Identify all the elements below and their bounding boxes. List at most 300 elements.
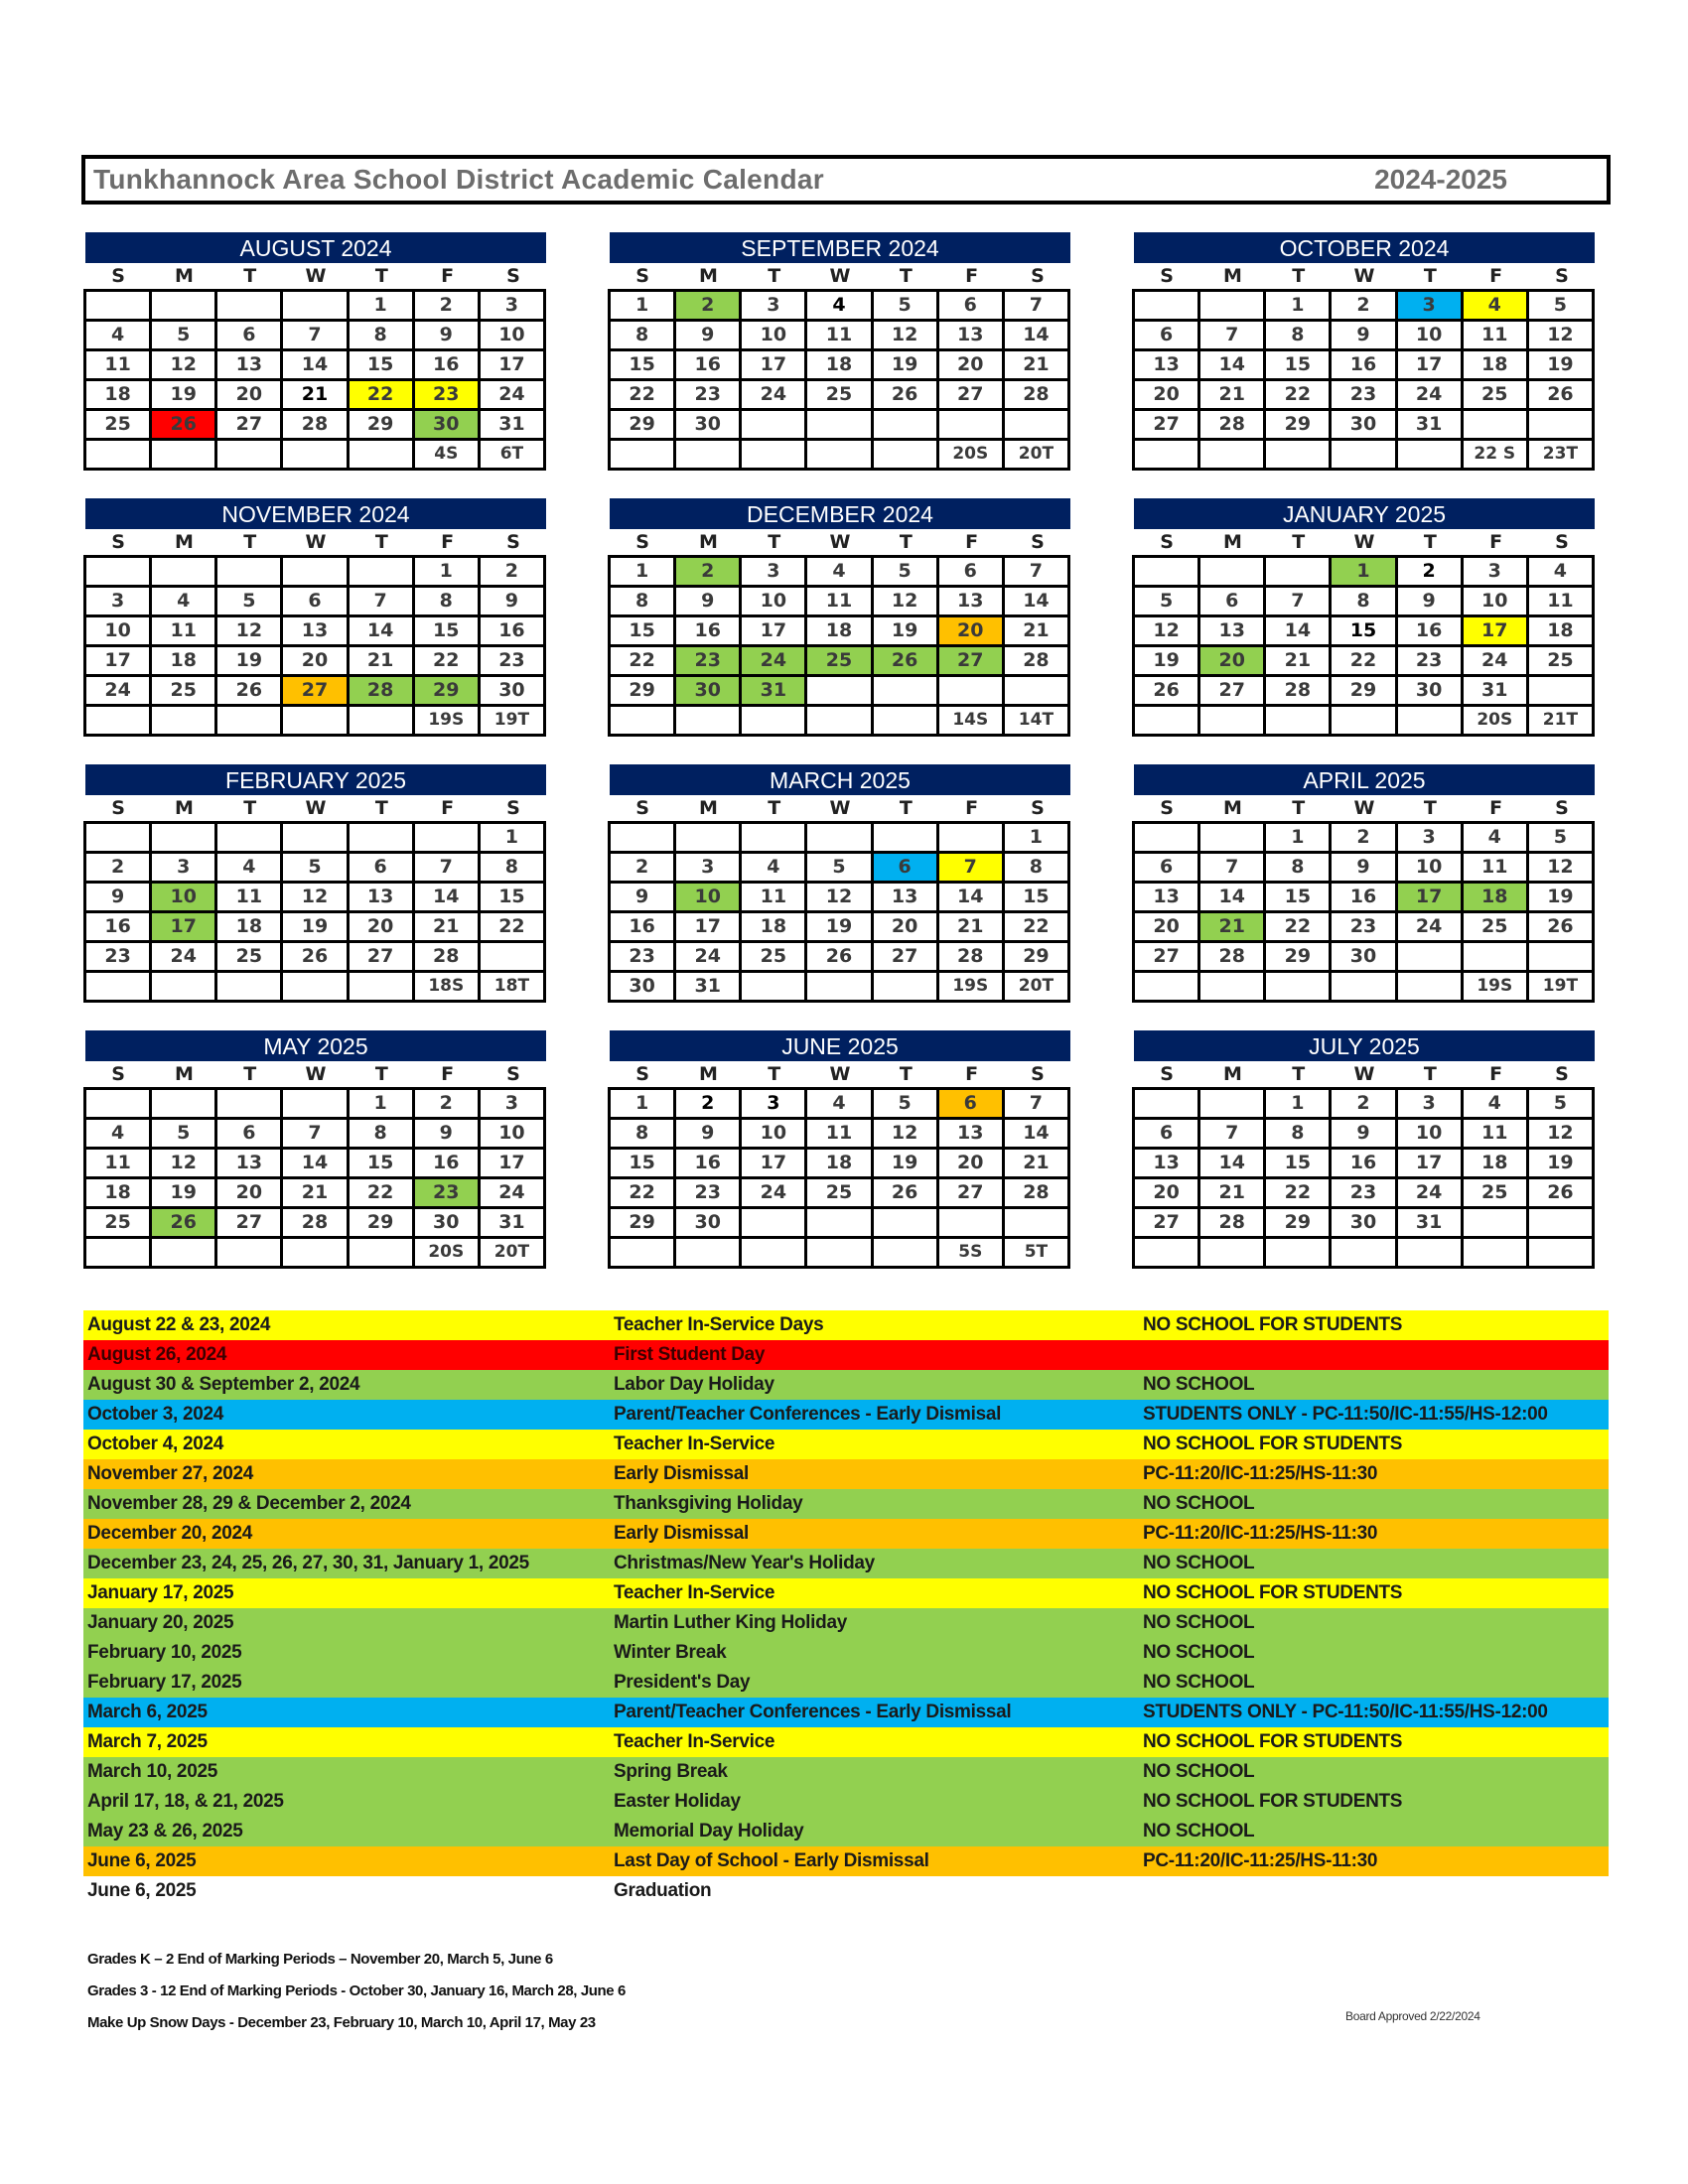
event-date: March 6, 2025 [87, 1702, 208, 1722]
month-calendar [1132, 232, 1595, 471]
weekday-header-row [610, 795, 1070, 821]
weekday-label: M [1222, 1063, 1242, 1085]
day-cell: 16 [415, 1150, 481, 1179]
day-cell: 23 [676, 647, 742, 677]
weekday-label: S [1160, 531, 1174, 553]
empty-cell [350, 824, 415, 854]
day-cell: 17 [481, 351, 546, 381]
day-cell: 14 [1005, 322, 1070, 351]
event-date: October 3, 2024 [87, 1404, 224, 1425]
day-cell: 4 [1464, 1090, 1529, 1120]
day-cell: 7 [1266, 588, 1332, 617]
day-grid [608, 821, 1070, 1003]
event-description: Graduation [614, 1880, 712, 1901]
day-cell: 18 [1529, 617, 1595, 647]
day-cell: 5 [807, 854, 873, 884]
day-cell: 5 [152, 322, 217, 351]
day-cell: 1 [350, 292, 415, 322]
day-cell: 25 [807, 647, 873, 677]
day-cell: 28 [1005, 647, 1070, 677]
day-cell: 9 [1398, 588, 1464, 617]
day-cell: 22 [1005, 913, 1070, 943]
empty-cell [152, 824, 217, 854]
day-cell: 9 [86, 884, 152, 913]
weekday-label: T [768, 531, 781, 553]
empty-cell [217, 707, 283, 737]
weekday-label: T [374, 265, 388, 287]
weekday-header-row [1134, 263, 1595, 289]
day-cell: 12 [874, 1120, 939, 1150]
day-cell: 10 [742, 588, 807, 617]
weekday-label: M [174, 531, 194, 553]
empty-cell [283, 1239, 349, 1269]
event-description: President's Day [614, 1672, 751, 1693]
event-note: NO SCHOOL FOR STUDENTS [1143, 1433, 1403, 1454]
event-row [83, 1876, 1609, 1906]
day-cell: 15 [1266, 1150, 1332, 1179]
day-cell: 27 [350, 943, 415, 973]
month-header: AUGUST 2024 [85, 232, 546, 263]
day-count-cell: 20S [939, 441, 1005, 471]
day-cell: 11 [152, 617, 217, 647]
day-cell: 3 [1398, 1090, 1464, 1120]
empty-cell [874, 824, 939, 854]
empty-cell [742, 1239, 807, 1269]
day-cell: 10 [1464, 588, 1529, 617]
empty-cell [1135, 441, 1200, 471]
day-cell: 30 [676, 677, 742, 707]
weekday-label: S [506, 1063, 520, 1085]
day-cell: 17 [1398, 1150, 1464, 1179]
event-note: NO SCHOOL [1143, 1642, 1255, 1663]
day-cell: 31 [481, 1209, 546, 1239]
day-cell: 8 [350, 1120, 415, 1150]
day-cell: 8 [1266, 1120, 1332, 1150]
day-cell: 18 [86, 1179, 152, 1209]
weekday-header-row [1134, 795, 1595, 821]
weekday-label: W [305, 1063, 327, 1085]
day-cell: 29 [1266, 411, 1332, 441]
event-date: January 20, 2025 [87, 1612, 234, 1633]
event-description: First Student Day [614, 1344, 766, 1365]
month-header: JULY 2025 [1134, 1030, 1595, 1061]
day-cell: 11 [1464, 1120, 1529, 1150]
day-cell: 27 [283, 677, 349, 707]
day-cell: 6 [939, 558, 1005, 588]
day-cell: 23 [415, 1179, 481, 1209]
empty-cell [939, 411, 1005, 441]
empty-cell [350, 707, 415, 737]
day-cell: 6 [283, 588, 349, 617]
empty-cell [1266, 973, 1332, 1003]
day-cell: 28 [939, 943, 1005, 973]
day-cell: 3 [676, 854, 742, 884]
day-cell: 4 [86, 1120, 152, 1150]
day-cell: 21 [350, 647, 415, 677]
day-cell: 18 [1464, 1150, 1529, 1179]
day-cell: 14 [283, 351, 349, 381]
weekday-header-row [1134, 529, 1595, 555]
event-description: Parent/Teacher Conferences - Early Dismisal [614, 1404, 1002, 1425]
day-cell: 7 [1005, 1090, 1070, 1120]
empty-cell [874, 707, 939, 737]
empty-cell [350, 1239, 415, 1269]
weekday-label: S [635, 531, 649, 553]
day-cell: 17 [1398, 351, 1464, 381]
weekday-label: W [305, 265, 327, 287]
day-cell: 28 [350, 677, 415, 707]
weekday-label: T [1423, 797, 1437, 819]
day-cell: 10 [152, 884, 217, 913]
weekday-label: S [1555, 1063, 1569, 1085]
month-header: NOVEMBER 2024 [85, 498, 546, 529]
weekday-label: W [305, 531, 327, 553]
day-cell: 23 [481, 647, 546, 677]
day-grid [83, 1087, 546, 1269]
day-cell: 7 [350, 588, 415, 617]
month-header: JUNE 2025 [610, 1030, 1070, 1061]
day-count-cell: 21T [1529, 707, 1595, 737]
weekday-label: T [1423, 265, 1437, 287]
month-calendar [608, 232, 1070, 471]
event-description: Thanksgiving Holiday [614, 1493, 803, 1514]
day-cell: 5 [217, 588, 283, 617]
empty-cell [1464, 1239, 1529, 1269]
event-row [83, 1578, 1609, 1608]
day-cell: 3 [742, 1090, 807, 1120]
weekday-label: M [698, 1063, 718, 1085]
empty-cell [350, 441, 415, 471]
day-cell: 13 [1135, 1150, 1200, 1179]
day-cell: 23 [611, 943, 676, 973]
day-cell: 21 [1200, 1179, 1266, 1209]
day-cell: 27 [1135, 411, 1200, 441]
day-cell: 30 [415, 1209, 481, 1239]
day-cell: 8 [1266, 854, 1332, 884]
day-cell: 1 [1266, 1090, 1332, 1120]
day-cell: 28 [1005, 1179, 1070, 1209]
empty-cell [1135, 707, 1200, 737]
day-cell: 21 [415, 913, 481, 943]
day-cell: 6 [874, 854, 939, 884]
day-cell: 29 [350, 1209, 415, 1239]
day-cell: 17 [742, 617, 807, 647]
day-cell: 20 [1135, 381, 1200, 411]
empty-cell [1464, 1209, 1529, 1239]
day-cell: 12 [1529, 1120, 1595, 1150]
empty-cell [1529, 677, 1595, 707]
event-date: August 30 & September 2, 2024 [87, 1374, 360, 1395]
empty-cell [1135, 1090, 1200, 1120]
day-cell: 3 [86, 588, 152, 617]
empty-cell [611, 707, 676, 737]
day-cell: 22 [1266, 913, 1332, 943]
empty-cell [1398, 943, 1464, 973]
day-cell: 8 [1266, 322, 1332, 351]
event-row [83, 1668, 1609, 1698]
empty-cell [217, 558, 283, 588]
day-cell: 23 [1332, 381, 1397, 411]
month-header: FEBRUARY 2025 [85, 764, 546, 795]
weekday-label: M [174, 1063, 194, 1085]
empty-cell [283, 558, 349, 588]
empty-cell [152, 973, 217, 1003]
day-cell: 24 [1398, 1179, 1464, 1209]
day-cell: 28 [283, 411, 349, 441]
empty-cell [1200, 1090, 1266, 1120]
day-cell: 10 [742, 1120, 807, 1150]
day-cell: 26 [1135, 677, 1200, 707]
day-grid [608, 1087, 1070, 1269]
empty-cell [283, 292, 349, 322]
event-date: March 7, 2025 [87, 1731, 208, 1752]
day-cell: 20 [1135, 1179, 1200, 1209]
day-cell: 16 [1332, 351, 1397, 381]
day-cell: 10 [86, 617, 152, 647]
day-cell: 30 [611, 973, 676, 1003]
empty-cell [152, 1090, 217, 1120]
day-cell: 1 [1266, 292, 1332, 322]
empty-cell [1398, 973, 1464, 1003]
day-cell: 17 [742, 351, 807, 381]
day-cell: 17 [1398, 884, 1464, 913]
event-note: NO SCHOOL [1143, 1761, 1255, 1782]
day-cell: 19 [1529, 1150, 1595, 1179]
day-cell: 15 [350, 351, 415, 381]
day-cell: 30 [1332, 411, 1397, 441]
day-cell: 6 [1200, 588, 1266, 617]
day-cell: 15 [611, 1150, 676, 1179]
weekday-label: T [899, 265, 913, 287]
weekday-label: T [374, 1063, 388, 1085]
day-cell: 20 [874, 913, 939, 943]
day-count-cell: 6T [481, 441, 546, 471]
day-cell: 5 [1135, 588, 1200, 617]
weekday-label: M [174, 797, 194, 819]
weekday-label: F [441, 797, 455, 819]
day-cell: 27 [217, 411, 283, 441]
empty-cell [1332, 441, 1397, 471]
weekday-label: F [1489, 1063, 1503, 1085]
empty-cell [86, 824, 152, 854]
day-cell: 8 [481, 854, 546, 884]
day-cell: 29 [611, 1209, 676, 1239]
day-cell: 14 [1200, 884, 1266, 913]
day-cell: 24 [742, 381, 807, 411]
day-cell: 19 [807, 913, 873, 943]
event-row [83, 1757, 1609, 1787]
day-cell: 26 [217, 677, 283, 707]
day-cell: 7 [1005, 558, 1070, 588]
day-cell: 23 [1398, 647, 1464, 677]
day-cell: 5 [1529, 824, 1595, 854]
weekday-label: F [441, 1063, 455, 1085]
day-cell: 7 [283, 1120, 349, 1150]
empty-cell [1200, 707, 1266, 737]
day-cell: 16 [86, 913, 152, 943]
day-cell: 22 [481, 913, 546, 943]
day-cell: 21 [1005, 351, 1070, 381]
day-cell: 19 [874, 617, 939, 647]
day-cell: 5 [874, 292, 939, 322]
weekday-label: S [111, 265, 125, 287]
day-cell: 18 [807, 351, 873, 381]
day-cell: 9 [676, 322, 742, 351]
event-description: Labor Day Holiday [614, 1374, 774, 1395]
day-cell: 16 [1332, 1150, 1397, 1179]
day-cell: 4 [742, 854, 807, 884]
empty-cell [807, 1239, 873, 1269]
day-cell: 9 [1332, 322, 1397, 351]
weekday-label: S [1160, 797, 1174, 819]
day-cell: 14 [283, 1150, 349, 1179]
day-count-cell: 5T [1005, 1239, 1070, 1269]
day-grid [1132, 555, 1595, 737]
empty-cell [1200, 441, 1266, 471]
day-cell: 8 [611, 322, 676, 351]
weekday-header-row [1134, 1061, 1595, 1087]
day-cell: 15 [1266, 884, 1332, 913]
day-grid [1132, 1087, 1595, 1269]
event-date: December 23, 24, 25, 26, 27, 30, 31, January 1, 2025 [87, 1553, 529, 1573]
day-grid [1132, 821, 1595, 1003]
day-count-cell: 14T [1005, 707, 1070, 737]
day-cell: 21 [1200, 913, 1266, 943]
day-cell: 28 [1200, 943, 1266, 973]
event-note: NO SCHOOL FOR STUDENTS [1143, 1731, 1403, 1752]
event-note: NO SCHOOL [1143, 1612, 1255, 1633]
empty-cell [1135, 1239, 1200, 1269]
day-cell: 19 [152, 381, 217, 411]
day-cell: 12 [807, 884, 873, 913]
day-cell: 25 [86, 411, 152, 441]
notes-section [87, 1944, 1607, 2039]
empty-cell [415, 824, 481, 854]
event-row [83, 1459, 1609, 1489]
day-cell: 27 [1135, 943, 1200, 973]
day-cell: 29 [1005, 943, 1070, 973]
day-cell: 30 [481, 677, 546, 707]
day-cell: 1 [481, 824, 546, 854]
empty-cell [1200, 292, 1266, 322]
event-description: Christmas/New Year's Holiday [614, 1553, 875, 1573]
empty-cell [152, 558, 217, 588]
day-cell: 28 [1266, 677, 1332, 707]
empty-cell [611, 1239, 676, 1269]
weekday-label: T [1423, 1063, 1437, 1085]
day-cell: 4 [1464, 824, 1529, 854]
empty-cell [1200, 1239, 1266, 1269]
empty-cell [1266, 558, 1332, 588]
day-cell: 26 [874, 381, 939, 411]
empty-cell [676, 824, 742, 854]
weekday-label: W [1353, 1063, 1375, 1085]
event-note: STUDENTS ONLY - PC-11:50/IC-11:55/HS-12:00 [1143, 1404, 1548, 1425]
day-cell: 2 [1332, 824, 1397, 854]
event-date: January 17, 2025 [87, 1582, 234, 1603]
day-cell: 21 [283, 381, 349, 411]
day-cell: 10 [676, 884, 742, 913]
day-cell: 10 [1398, 1120, 1464, 1150]
day-cell: 9 [481, 588, 546, 617]
weekday-label: F [965, 1063, 979, 1085]
empty-cell [742, 411, 807, 441]
weekday-label: M [174, 265, 194, 287]
day-cell: 31 [1398, 411, 1464, 441]
day-cell: 2 [1332, 292, 1397, 322]
weekday-label: T [243, 1063, 257, 1085]
weekday-label: S [1555, 531, 1569, 553]
day-cell: 15 [1266, 351, 1332, 381]
day-cell: 15 [1332, 617, 1397, 647]
day-cell: 11 [742, 884, 807, 913]
day-cell: 12 [874, 322, 939, 351]
empty-cell [1398, 1239, 1464, 1269]
day-cell: 22 [1266, 1179, 1332, 1209]
board-approved-date: Board Approved 2/22/2024 [1345, 2009, 1480, 2023]
day-cell: 13 [1135, 351, 1200, 381]
day-cell: 23 [1332, 1179, 1397, 1209]
day-cell: 27 [939, 1179, 1005, 1209]
weekday-header-row [610, 529, 1070, 555]
event-row [83, 1608, 1609, 1638]
empty-cell [807, 411, 873, 441]
day-cell: 25 [152, 677, 217, 707]
day-cell: 24 [481, 381, 546, 411]
empty-cell [742, 441, 807, 471]
day-cell: 30 [1332, 1209, 1397, 1239]
empty-cell [742, 824, 807, 854]
day-cell: 25 [742, 943, 807, 973]
day-cell: 19 [874, 1150, 939, 1179]
day-count-cell: 22 S [1464, 441, 1529, 471]
day-cell: 21 [1005, 1150, 1070, 1179]
empty-cell [1266, 1239, 1332, 1269]
empty-cell [874, 1209, 939, 1239]
day-grid [608, 555, 1070, 737]
day-cell: 7 [1200, 1120, 1266, 1150]
day-cell: 18 [152, 647, 217, 677]
weekday-label: F [1489, 797, 1503, 819]
event-legend-table [83, 1310, 1609, 1906]
empty-cell [86, 707, 152, 737]
day-cell: 7 [415, 854, 481, 884]
event-note: PC-11:20/IC-11:25/HS-11:30 [1143, 1850, 1378, 1871]
day-cell: 26 [283, 943, 349, 973]
weekday-label: S [1031, 531, 1045, 553]
day-cell: 4 [807, 558, 873, 588]
day-cell: 5 [1529, 1090, 1595, 1120]
day-cell: 6 [217, 322, 283, 351]
empty-cell [283, 1090, 349, 1120]
month-calendar [1132, 764, 1595, 1003]
day-cell: 17 [86, 647, 152, 677]
day-cell: 23 [415, 381, 481, 411]
empty-cell [1135, 558, 1200, 588]
day-cell: 4 [807, 292, 873, 322]
weekday-header-row [610, 263, 1070, 289]
day-count-cell: 23T [1529, 441, 1595, 471]
day-count-cell: 20T [481, 1239, 546, 1269]
day-cell: 24 [742, 1179, 807, 1209]
day-cell: 20 [939, 1150, 1005, 1179]
day-cell: 3 [152, 854, 217, 884]
empty-cell [1529, 1239, 1595, 1269]
day-cell: 15 [350, 1150, 415, 1179]
day-cell: 26 [1529, 913, 1595, 943]
event-date: February 17, 2025 [87, 1672, 242, 1693]
day-cell: 25 [807, 1179, 873, 1209]
